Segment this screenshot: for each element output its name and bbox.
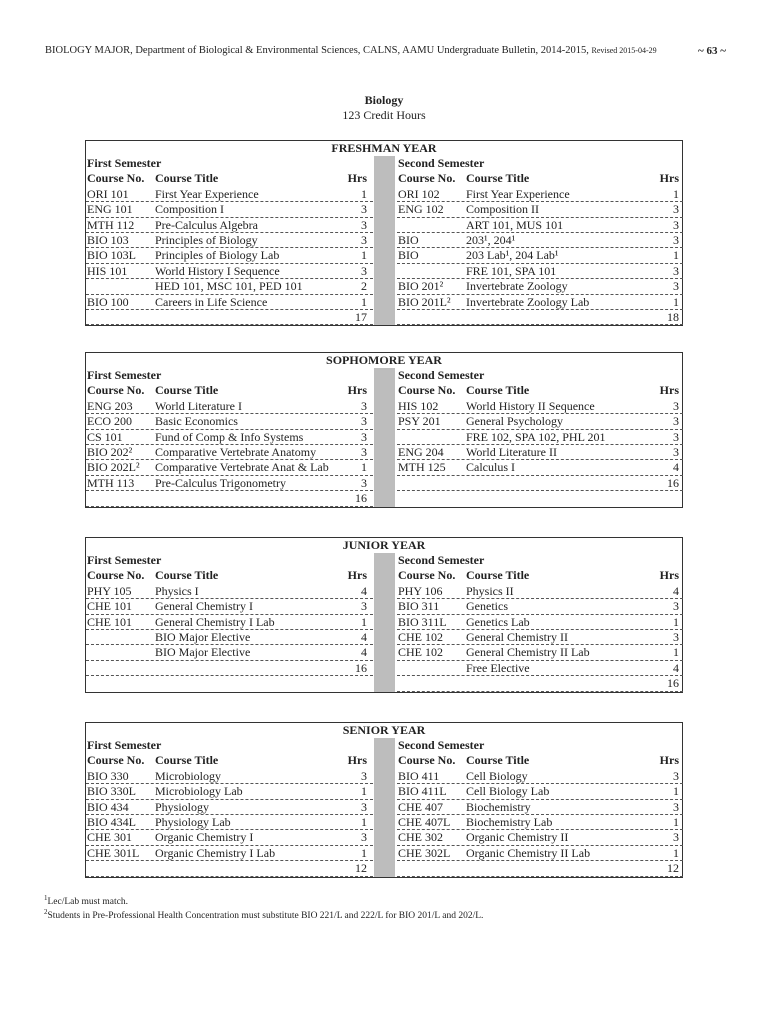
column-header-course-no: Course No.	[87, 171, 145, 186]
semester-total-row	[86, 861, 373, 876]
course-number: BIO	[398, 232, 419, 247]
course-number: CHE 407L	[398, 814, 451, 829]
first-semester	[86, 553, 373, 692]
course-row	[397, 584, 683, 599]
course-row	[397, 202, 683, 217]
semester-divider	[374, 368, 395, 507]
course-hours: 4	[673, 583, 679, 598]
course-number: HIS 102	[398, 398, 439, 413]
semester-total-row	[86, 310, 373, 325]
course-title: World Literature I	[155, 398, 242, 413]
course-row	[397, 187, 683, 202]
course-hours: 3	[361, 398, 367, 413]
course-title: Pre-Calculus Algebra	[155, 217, 258, 232]
semester-label: First Semester	[87, 368, 162, 382]
course-title: Organic Chemistry I	[155, 830, 254, 845]
course-hours: 1	[673, 614, 679, 629]
course-hours: 3	[673, 279, 679, 294]
course-title: Cell Biology	[466, 768, 528, 783]
column-header-course-title: Course Title	[466, 171, 530, 186]
course-hours: 3	[673, 232, 679, 247]
course-title: 203 Lab¹, 204 Lab¹	[466, 248, 559, 263]
page-number: ~ 63 ~	[698, 45, 726, 57]
semester-divider	[374, 156, 395, 325]
course-hours: 4	[361, 583, 367, 598]
course-row	[86, 295, 373, 310]
course-hours: 3	[361, 202, 367, 217]
course-title: Physiology Lab	[155, 814, 231, 829]
course-hours: 1	[361, 248, 367, 263]
course-row	[86, 187, 373, 202]
course-number: BIO 330	[87, 768, 129, 783]
column-header-hrs: Hrs	[347, 171, 367, 186]
course-number: CS 101	[87, 429, 123, 444]
program-title	[0, 93, 768, 123]
course-hours: 3	[361, 429, 367, 444]
course-hours: 3	[673, 429, 679, 444]
course-hours: 1	[361, 294, 367, 309]
course-title: Biochemistry Lab	[466, 814, 553, 829]
course-row	[86, 630, 373, 645]
course-row	[397, 784, 683, 799]
semester-total-row	[86, 661, 373, 676]
course-row	[397, 430, 683, 445]
year-title: SOPHOMORE YEAR	[326, 353, 442, 367]
course-hours: 3	[673, 444, 679, 459]
course-row	[397, 295, 683, 310]
course-hours: 1	[361, 784, 367, 799]
column-header-hrs: Hrs	[347, 568, 367, 583]
course-title: Invertebrate Zoology	[466, 279, 568, 294]
course-title: ART 101, MUS 101	[466, 217, 564, 232]
course-number: CHE 302	[398, 830, 443, 845]
course-number: CHE 102	[398, 645, 443, 660]
course-number: HIS 101	[87, 263, 128, 278]
second-semester	[397, 553, 683, 692]
course-title: World History I Sequence	[155, 263, 280, 278]
course-title: Microbiology	[155, 768, 221, 783]
semester-label: Second Semester	[398, 553, 485, 567]
semester-divider	[374, 553, 395, 692]
footnotes	[44, 895, 483, 923]
course-row	[86, 784, 373, 799]
course-hours: 1	[361, 186, 367, 201]
course-hours: 1	[673, 248, 679, 263]
course-title: Cell Biology Lab	[466, 784, 550, 799]
course-number: CHE 102	[398, 629, 443, 644]
course-hours: 1	[361, 614, 367, 629]
column-header-hrs: Hrs	[659, 753, 679, 768]
first-semester	[86, 368, 373, 507]
course-hours: 3	[673, 599, 679, 614]
course-hours: 3	[361, 263, 367, 278]
course-hours: 3	[673, 398, 679, 413]
semester-label: First Semester	[87, 156, 162, 170]
course-hours: 3	[361, 414, 367, 429]
course-title: Comparative Vertebrate Anatomy	[155, 444, 317, 459]
program-name: Biology	[364, 93, 404, 107]
course-number: BIO 311	[398, 599, 440, 614]
course-title: Fund of Comp & Info Systems	[155, 429, 304, 444]
course-title: World Literature II	[466, 444, 557, 459]
year-table	[85, 722, 683, 878]
course-row	[86, 460, 373, 475]
course-title: FRE 101, SPA 101	[466, 263, 557, 278]
course-row	[86, 399, 373, 414]
column-header-row	[397, 568, 683, 583]
year-title: JUNIOR YEAR	[342, 538, 426, 552]
semester-total-row	[397, 310, 683, 325]
course-number: CHE 301L	[87, 845, 140, 860]
program-credit-hours: 123 Credit Hours	[342, 108, 426, 122]
semester-divider	[374, 738, 395, 877]
column-header-row	[86, 171, 373, 186]
course-number: MTH 125	[398, 460, 446, 475]
course-row	[86, 599, 373, 614]
column-header-course-no: Course No.	[398, 171, 456, 186]
course-row	[397, 800, 683, 815]
course-row	[86, 218, 373, 233]
column-header-row	[397, 753, 683, 768]
semester-label: First Semester	[87, 738, 162, 752]
course-number: BIO 434	[87, 799, 129, 814]
course-title: General Chemistry I Lab	[155, 614, 275, 629]
course-hours: 3	[361, 217, 367, 232]
course-title: Composition I	[155, 202, 225, 217]
course-title: Principles of Biology	[155, 232, 258, 247]
column-header-course-title: Course Title	[466, 383, 530, 398]
course-row	[397, 414, 683, 429]
course-title: World History II Sequence	[466, 398, 595, 413]
column-header-row	[397, 171, 683, 186]
course-number: BIO 434L	[87, 814, 136, 829]
course-row	[397, 815, 683, 830]
course-row	[397, 218, 683, 233]
column-header-course-no: Course No.	[87, 383, 145, 398]
course-title: 203¹, 204¹	[466, 232, 516, 247]
course-title: Physics II	[466, 583, 514, 598]
semester-label: First Semester	[87, 553, 162, 567]
semester-total-row	[397, 476, 683, 491]
course-number: ENG 204	[398, 444, 444, 459]
semester-total-hours: 12	[355, 861, 367, 876]
course-title: Pre-Calculus Trigonometry	[155, 475, 286, 490]
column-header-hrs: Hrs	[659, 568, 679, 583]
semester-total-hours: 18	[667, 309, 679, 324]
header-text: BIOLOGY MAJOR, Department of Biological & Environmental Sciences, CALNS, AAMU Undergraduate Bulletin, 2014-2015, Revised 2015-04-29	[45, 45, 657, 56]
course-row	[397, 846, 683, 861]
course-hours: 1	[361, 460, 367, 475]
column-header-course-no: Course No.	[398, 753, 456, 768]
course-row	[86, 584, 373, 599]
course-row	[397, 630, 683, 645]
year-title: SENIOR YEAR	[342, 723, 426, 737]
course-title: Careers in Life Science	[155, 294, 268, 309]
column-header-course-title: Course Title	[466, 568, 530, 583]
column-header-course-title: Course Title	[155, 753, 219, 768]
course-row	[397, 615, 683, 630]
course-number: BIO 103	[87, 232, 129, 247]
course-row	[397, 599, 683, 614]
semester-total-row	[397, 861, 683, 876]
course-number: BIO 411L	[398, 784, 447, 799]
course-hours: 3	[673, 830, 679, 845]
course-title: Composition II	[466, 202, 540, 217]
course-row	[86, 430, 373, 445]
course-title: Basic Economics	[155, 414, 238, 429]
course-row	[86, 233, 373, 248]
course-row	[86, 830, 373, 845]
course-row	[86, 800, 373, 815]
semester-total-hours: 12	[667, 861, 679, 876]
column-header-row	[397, 383, 683, 398]
course-number: BIO 201²	[398, 279, 444, 294]
semester-total-hours: 16	[667, 676, 679, 691]
column-header-row	[86, 753, 373, 768]
course-hours: 3	[673, 217, 679, 232]
column-header-row	[86, 568, 373, 583]
column-header-course-no: Course No.	[87, 753, 145, 768]
course-title: Microbiology Lab	[155, 784, 243, 799]
course-row	[397, 460, 683, 475]
course-row	[86, 248, 373, 263]
course-title: First Year Experience	[155, 186, 259, 201]
column-header-row	[86, 383, 373, 398]
column-header-hrs: Hrs	[659, 383, 679, 398]
semester-total-row	[397, 676, 683, 691]
page-header	[45, 45, 726, 61]
course-hours: 2	[361, 279, 367, 294]
course-hours: 3	[361, 444, 367, 459]
course-number: MTH 112	[87, 217, 135, 232]
course-title: FRE 102, SPA 102, PHL 201	[466, 429, 606, 444]
course-hours: 1	[673, 784, 679, 799]
course-row	[397, 248, 683, 263]
course-title: Biochemistry	[466, 799, 531, 814]
course-row	[397, 445, 683, 460]
semester-label: Second Semester	[398, 368, 485, 382]
course-number: CHE 302L	[398, 845, 451, 860]
column-header-course-title: Course Title	[155, 383, 219, 398]
course-title: HED 101, MSC 101, PED 101	[155, 279, 303, 294]
course-row	[86, 279, 373, 294]
course-row	[86, 615, 373, 630]
course-title: Genetics Lab	[466, 614, 530, 629]
semester-total-hours: 17	[355, 309, 367, 324]
second-semester	[397, 738, 683, 877]
year-table	[85, 140, 683, 326]
column-header-course-no: Course No.	[87, 568, 145, 583]
course-title: General Psychology	[466, 414, 563, 429]
course-title: Physiology	[155, 799, 210, 814]
course-number: BIO 202L²	[87, 460, 140, 475]
course-row	[86, 815, 373, 830]
course-row	[86, 645, 373, 660]
course-number: BIO 311L	[398, 614, 447, 629]
course-hours: 1	[673, 645, 679, 660]
course-number: ORI 102	[398, 186, 440, 201]
course-number: ENG 102	[398, 202, 444, 217]
semester-label: Second Semester	[398, 738, 485, 752]
course-hours: 4	[673, 460, 679, 475]
course-row	[86, 202, 373, 217]
column-header-hrs: Hrs	[347, 753, 367, 768]
course-title: BIO Major Elective	[155, 645, 251, 660]
course-hours: 3	[361, 799, 367, 814]
column-header-hrs: Hrs	[347, 383, 367, 398]
course-title: Invertebrate Zoology Lab	[466, 294, 590, 309]
second-semester	[397, 368, 683, 507]
course-number: BIO 201L²	[398, 294, 451, 309]
course-row	[397, 399, 683, 414]
semester-total-hours: 16	[355, 660, 367, 675]
column-header-hrs: Hrs	[659, 171, 679, 186]
course-row	[397, 491, 683, 506]
course-hours: 1	[673, 294, 679, 309]
course-row	[86, 769, 373, 784]
column-header-course-no: Course No.	[398, 568, 456, 583]
course-title: General Chemistry II Lab	[466, 645, 590, 660]
course-hours: 4	[361, 645, 367, 660]
course-hours: 4	[673, 660, 679, 675]
course-title: Organic Chemistry I Lab	[155, 845, 276, 860]
second-semester	[397, 156, 683, 325]
course-title: Genetics	[466, 599, 508, 614]
course-number: PHY 105	[87, 583, 132, 598]
course-row	[86, 846, 373, 861]
course-row	[397, 830, 683, 845]
course-hours: 3	[361, 768, 367, 783]
course-hours: 3	[673, 799, 679, 814]
course-number: ECO 200	[87, 414, 132, 429]
course-row	[397, 264, 683, 279]
course-hours: 3	[361, 475, 367, 490]
course-hours: 1	[673, 186, 679, 201]
course-number: BIO 103L	[87, 248, 136, 263]
course-title: Calculus I	[466, 460, 515, 475]
course-title: First Year Experience	[466, 186, 570, 201]
course-title: Organic Chemistry II	[466, 830, 569, 845]
course-number: MTH 113	[87, 475, 135, 490]
year-title: FRESHMAN YEAR	[331, 141, 437, 155]
course-title: Organic Chemistry II Lab	[466, 845, 591, 860]
footnote-1: $^1$Lec/Lab must match.	[44, 893, 128, 907]
course-row	[397, 661, 683, 676]
course-hours: 1	[361, 845, 367, 860]
course-number: CHE 101	[87, 614, 132, 629]
column-header-course-title: Course Title	[466, 753, 530, 768]
course-title: Principles of Biology Lab	[155, 248, 280, 263]
course-row	[86, 264, 373, 279]
course-number: BIO	[398, 248, 419, 263]
course-hours: 3	[361, 232, 367, 247]
column-header-course-title: Course Title	[155, 568, 219, 583]
course-number: ENG 101	[87, 202, 133, 217]
course-number: BIO 330L	[87, 784, 136, 799]
course-hours: 3	[361, 599, 367, 614]
course-hours: 3	[673, 768, 679, 783]
first-semester	[86, 738, 373, 877]
column-header-course-title: Course Title	[155, 171, 219, 186]
course-hours: 1	[673, 814, 679, 829]
course-title: General Chemistry II	[466, 629, 568, 644]
course-row	[397, 769, 683, 784]
course-number: CHE 407	[398, 799, 443, 814]
course-title: Physics I	[155, 583, 199, 598]
course-number: PHY 106	[398, 583, 443, 598]
course-row	[86, 414, 373, 429]
course-number: CHE 101	[87, 599, 132, 614]
course-hours: 3	[673, 629, 679, 644]
footnote-2: $^2$Students in Pre-Professional Health Concentration must substitute BIO 221/L and 222/L for BIO 201/L and 202/L.	[44, 907, 484, 921]
course-hours: 3	[673, 263, 679, 278]
course-hours: 3	[673, 414, 679, 429]
course-number: BIO 411	[398, 768, 440, 783]
course-row	[397, 233, 683, 248]
semester-total-row	[86, 491, 373, 506]
course-title: General Chemistry I	[155, 599, 253, 614]
course-number: CHE 301	[87, 830, 132, 845]
year-table	[85, 537, 683, 693]
course-hours: 3	[673, 202, 679, 217]
course-number: ENG 203	[87, 398, 133, 413]
course-hours: 1	[361, 814, 367, 829]
course-number: PSY 201	[398, 414, 441, 429]
course-row	[86, 445, 373, 460]
course-title: Free Elective	[466, 660, 530, 675]
course-row	[397, 645, 683, 660]
course-hours: 1	[673, 845, 679, 860]
course-row	[86, 676, 373, 691]
semester-total-hours: 16	[667, 475, 679, 490]
course-row	[86, 476, 373, 491]
revised-date: Revised 2015-04-29	[591, 46, 657, 55]
course-number: ORI 101	[87, 186, 129, 201]
year-table	[85, 352, 683, 508]
course-title: BIO Major Elective	[155, 629, 251, 644]
course-number: BIO 202²	[87, 444, 133, 459]
course-hours: 3	[361, 830, 367, 845]
course-title: Comparative Vertebrate Anat & Lab	[155, 460, 329, 475]
course-row	[397, 279, 683, 294]
semester-total-hours: 16	[355, 491, 367, 506]
course-number: BIO 100	[87, 294, 129, 309]
first-semester	[86, 156, 373, 325]
column-header-course-no: Course No.	[398, 383, 456, 398]
semester-label: Second Semester	[398, 156, 485, 170]
course-hours: 4	[361, 629, 367, 644]
